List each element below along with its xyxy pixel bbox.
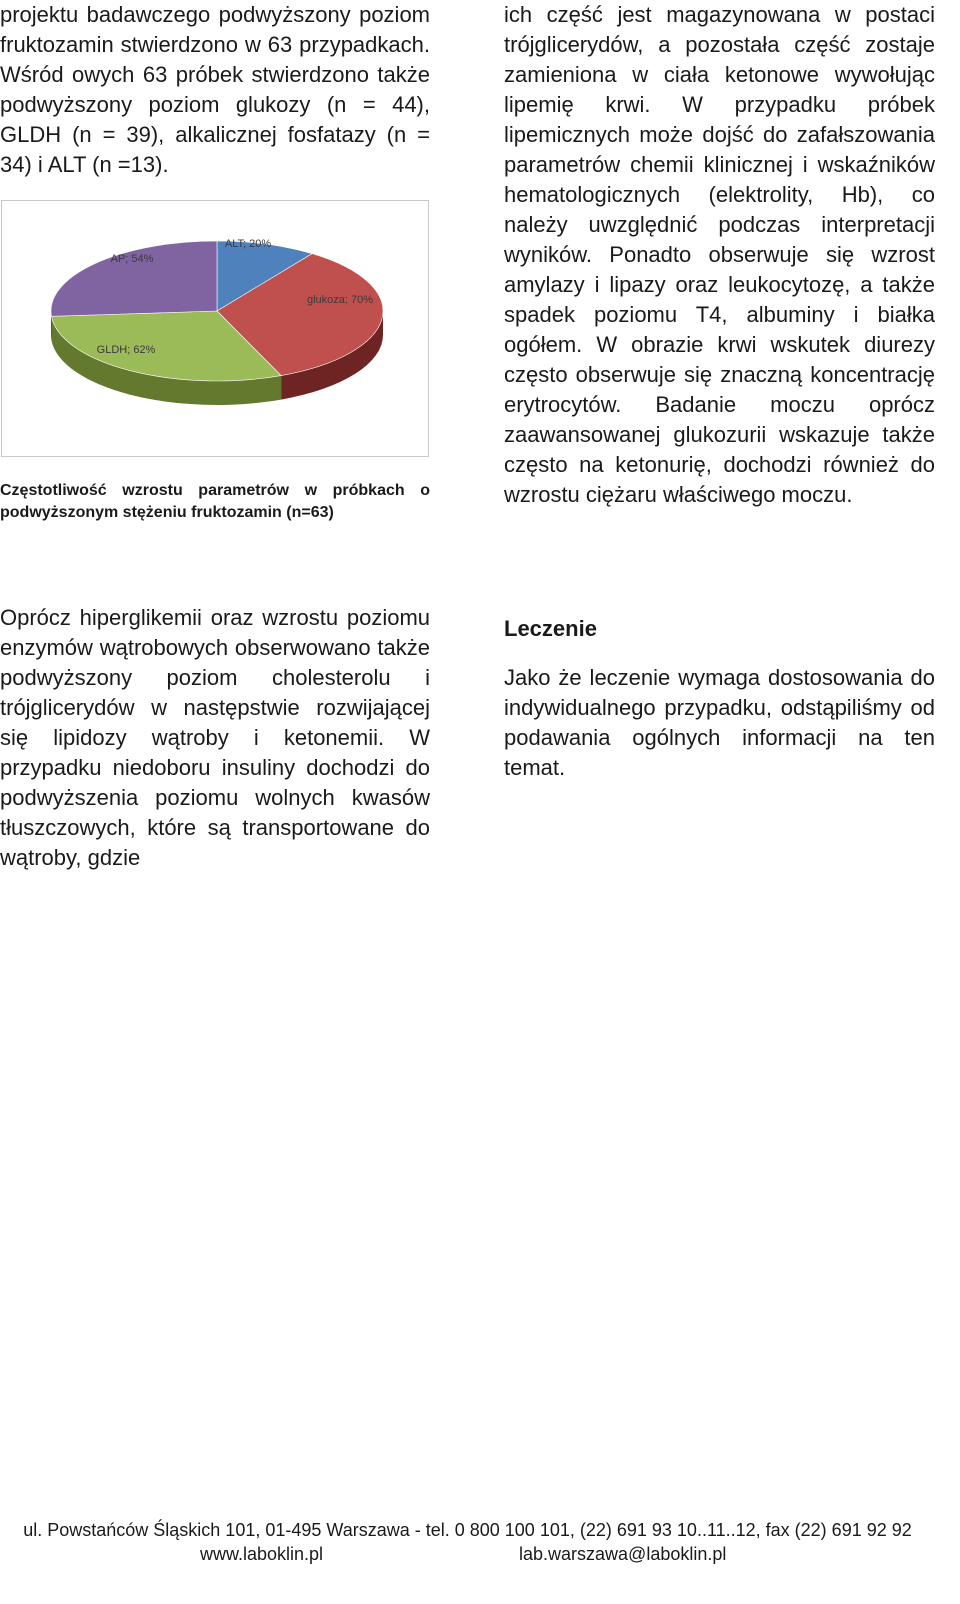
pie-label-glukoza: glukoza; 70% — [306, 294, 374, 306]
pie-label-alt: ALT; 20% — [224, 238, 272, 250]
pie-chart-svg — [2, 201, 430, 458]
figure-caption: Częstotliwość wzrostu parametrów w próbkach o podwyższonym stężeniu fruktozamin (n=63) — [0, 482, 430, 521]
body-paragraph-right-bottom: Jako że leczenie wymaga dostosowania do indywidualnego przypadku, odstąpiliśmy od podawania ogólnych informacji na ten temat. — [504, 665, 935, 780]
pie-label-ap: AP; 54% — [110, 253, 154, 265]
body-paragraph-right-top: ich część jest magazynowana w postaci trójglicerydów, a pozostała część zostaje zamieniona w ciała ketonowe wywołując lipemię krwi. W przypadku próbek lipemicznych może dojść do zafałszowania parametrów chemii klinicznej i wskaźników hematologicznych (elektrolity, Hb), co należy uwzględnić podczas interpretacji wyników. Ponadto obserwuje się wzrost amylazy i lipazy oraz leukocytozę, a także spadek poziomu T4, albuminy i białka ogółem. W obrazie krwi wskutek diurezy często obserwuje się znaczną koncentrację erytrocytów. Badanie moczu oprócz zaawansowanej glukozurii wskazuje także często na ketonurię, dochodzi również do wzrostu ciężaru właściwego moczu. — [504, 2, 935, 507]
pie-label-gldh: GLDH; 62% — [96, 344, 156, 356]
footer-address: ul. Powstańców Śląskich 101, 01-495 Warszawa - tel. 0 800 100 101, (22) 691 93 10..11..12, fax (22) 691 92 92 — [23, 1520, 912, 1540]
body-paragraph-left-top: projektu badawczego podwyższony poziom fruktozamin stwierdzono w 63 przypadkach. Wśród owych 63 próbek stwierdzono także podwyższony poziom glukozy (n = 44), GLDH (n = 39), alkalicznej fosfatazy (n = 34) i ALT (n =13). — [0, 2, 430, 177]
body-paragraph-left-bottom: Oprócz hiperglikemii oraz wzrostu poziomu enzymów wątrobowych obserwowano także podwyższony poziom cholesterolu i trójglicerydów w następstwie rozwijającej się lipidozy wątroby i ketonemii. W przypadku niedoboru insuliny dochodzi do podwyższenia poziomu wolnych kwasów tłuszczowych, które są transportowane do wątroby, gdzie — [0, 605, 430, 870]
pie-chart — [1, 200, 429, 457]
footer-website-link[interactable]: www.laboklin.pl — [200, 1544, 324, 1564]
section-heading: Leczenie — [504, 616, 597, 641]
footer-email-link[interactable]: lab.warszawa@laboklin.pl — [519, 1544, 727, 1564]
